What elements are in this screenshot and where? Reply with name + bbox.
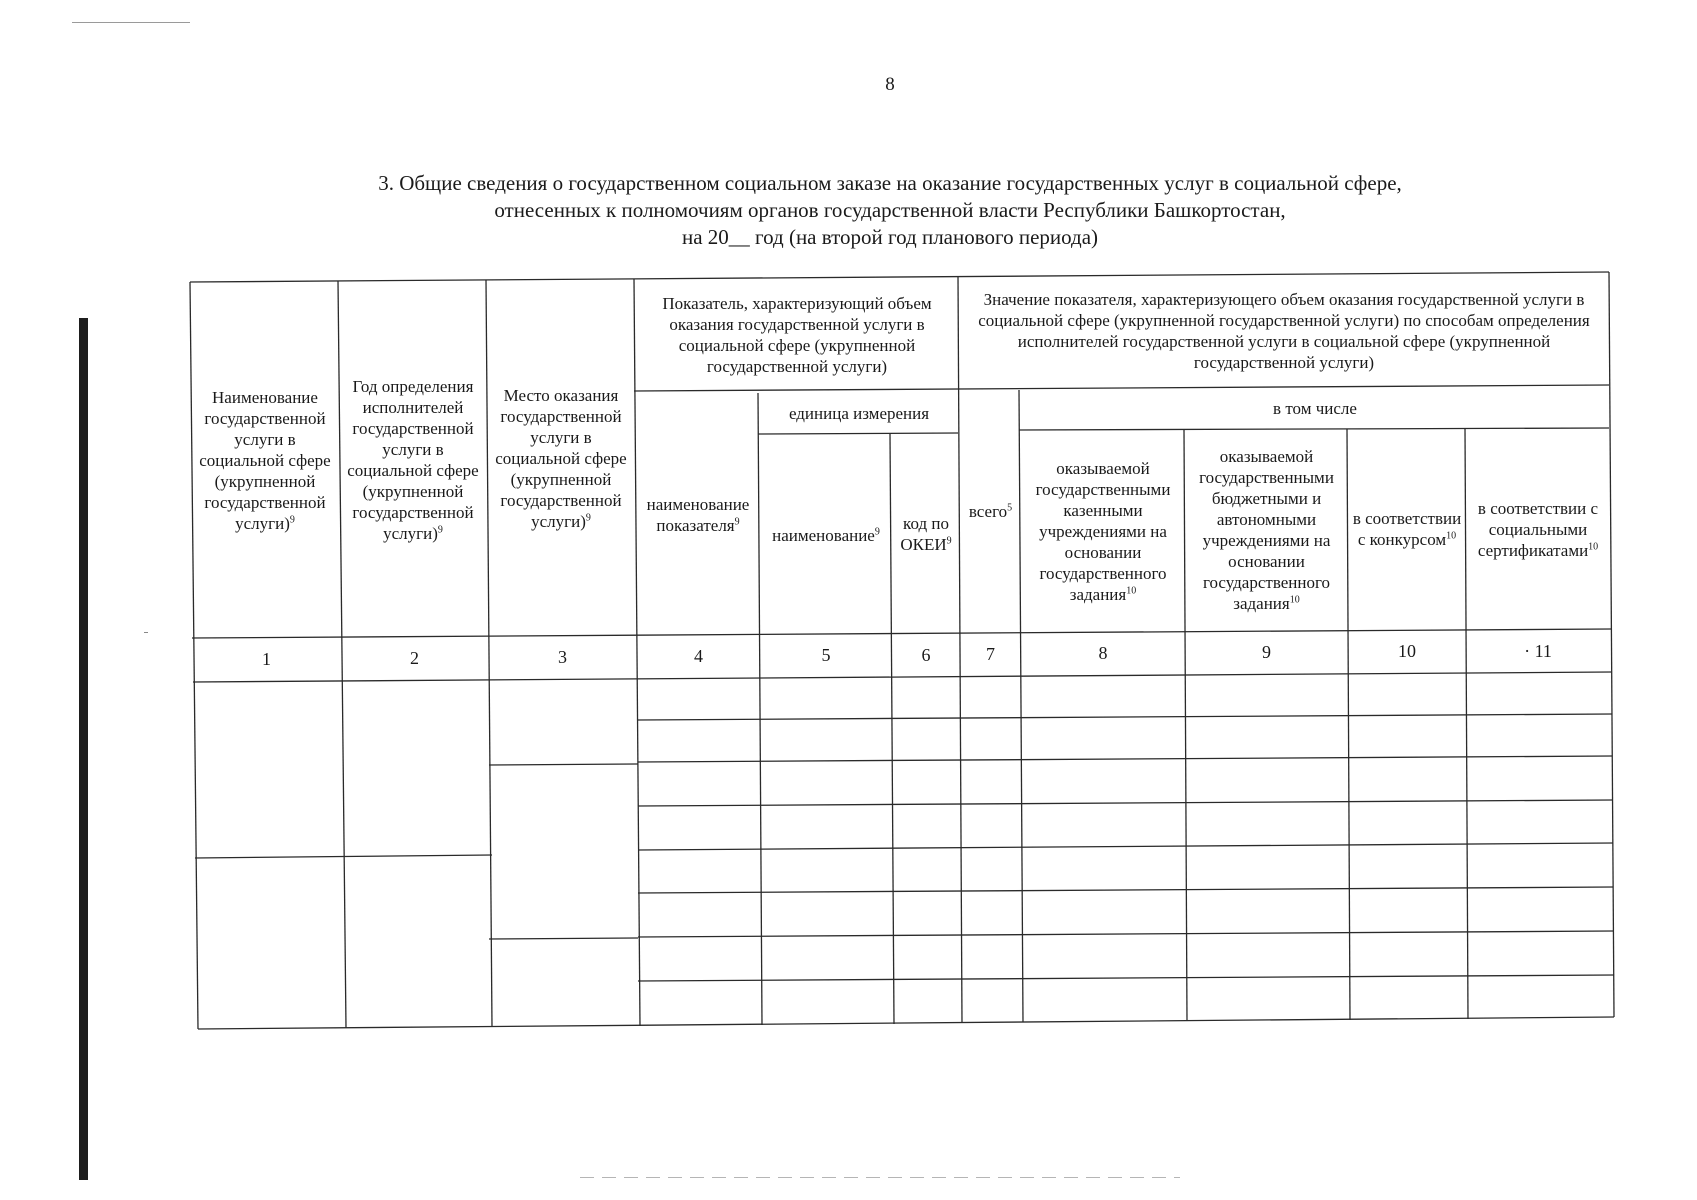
page-number: 8 (885, 74, 895, 95)
header-unit-name (760, 435, 892, 635)
title-line-3: на 20__ год (на второй год планового периода) (681, 225, 1099, 249)
header-certificates (1466, 428, 1610, 630)
header-contest-text: в соответствии с конкурсом (1352, 509, 1462, 549)
column-number: 7 (986, 643, 995, 664)
header-unit-name-text: наименование (772, 525, 875, 545)
header-indicator-name-text: наименование показателя (646, 494, 750, 535)
header-total-text: всего (968, 501, 1008, 521)
header-certificates-text: в соответствии с социальными сертификатами (1477, 498, 1599, 560)
footnote-ref: 10 (1126, 584, 1137, 596)
column-number: 4 (694, 645, 703, 666)
header-budget (1185, 429, 1348, 631)
header-value-group-text: Значение показателя, характеризующего объем оказания государственной услуги в социальной сфере (укрупненной государственной услуги) по способам определения исполнителей государственной услуги в социальной сфере (укрупненной государственной услуги) (978, 290, 1590, 372)
footnote-ref: 10 (1446, 530, 1457, 542)
header-value-group (960, 276, 1608, 386)
header-service-name (192, 283, 338, 638)
header-unit-group (760, 392, 958, 434)
footnote-ref: 5 (1007, 501, 1013, 513)
column-number: 5 (821, 644, 831, 665)
header-place (488, 281, 634, 636)
footnote-ref: 9 (289, 514, 295, 526)
header-service-name-text: Наименование государственной услуги в социальной сфере (укрупненной государственной услуги) (199, 388, 331, 533)
column-number: 10 (1398, 640, 1416, 661)
header-unit-group-text: единица измерения (788, 403, 930, 423)
header-year (340, 282, 486, 637)
header-okei (892, 434, 960, 634)
header-indicator-name (637, 393, 759, 636)
header-kazennye (1021, 430, 1185, 632)
header-kazennye-text: оказываемой государственными казенными учреждениями на основании государственного задания (1035, 458, 1171, 604)
footnote-ref: 9 (734, 515, 740, 527)
footnote-ref: 9 (946, 535, 952, 547)
footnote-ref: 9 (874, 525, 880, 537)
column-number: 6 (921, 644, 931, 665)
footnote-ref: 9 (437, 523, 443, 535)
title-line-1: 3. Общие сведения о государственном социальном заказе на оказание государственных услуг в социальной сфере, (378, 171, 1402, 195)
header-contest (1348, 428, 1466, 630)
title-line-2: отнесенных к полномочиям органов государственной власти Республики Башкортостан, (494, 198, 1286, 222)
header-indicator-group-text: Показатель, характеризующий объем оказания государственной услуги в социальной сфере (укрупненной государственной услуги) (662, 294, 932, 376)
footnote-ref: 10 (1588, 540, 1599, 552)
column-number: 3 (558, 646, 567, 667)
header-including-text: в том числе (1273, 399, 1357, 418)
column-number: 8 (1098, 642, 1108, 663)
header-year-text: Год определения исполнителей государственной услуги в социальной сфере (укрупненной государственной услуги) (347, 376, 479, 543)
column-number: 9 (1262, 641, 1271, 662)
footnote-ref: 9 (585, 512, 591, 524)
header-total (960, 389, 1021, 633)
footnote-ref: 10 (1289, 594, 1300, 606)
column-number: · 11 (1524, 640, 1552, 661)
column-number: 1 (262, 648, 271, 669)
header-including (1021, 388, 1609, 429)
column-number: 2 (410, 647, 419, 668)
header-budget-text: оказываемой государственными бюджетными и автономными учреждениями на основании государственного задания (1199, 447, 1334, 613)
header-place-text: Место оказания государственной услуги в социальной сфере (укрупненной государственной услуги) (495, 386, 627, 531)
header-okei-text: код по ОКЕИ (900, 514, 949, 554)
header-indicator-group (636, 280, 958, 390)
